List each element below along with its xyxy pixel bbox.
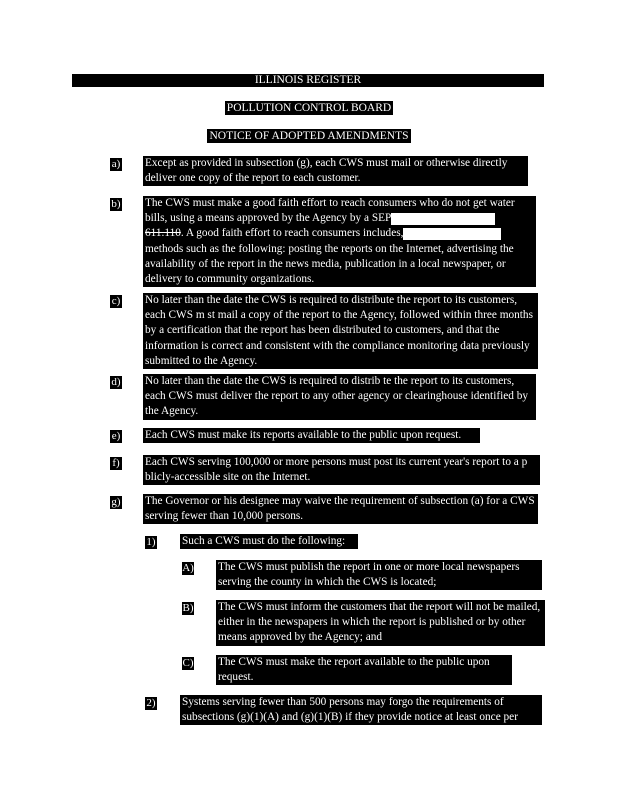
subitem-b-label: B) bbox=[182, 602, 194, 614]
subitem-c-label: C) bbox=[182, 657, 194, 669]
subitem-a-label: A) bbox=[182, 562, 194, 574]
paragraph-b-part4: methods such as the following: posting the reports on the Internet, advertising the availability of the report in the news media, publication in a local newspaper, or delivery to community organizations. bbox=[145, 242, 514, 286]
paragraph-g-text: The Governor or his designee may waive the requirement of subsection (a) for a CWS serving fewer than 10,000 persons. bbox=[143, 494, 538, 524]
paragraph-c-text: No later than the date the CWS is required to distribute the report to its customers, each CWS m st mail a copy of the report to the Agency, followed within three months by a certification that the report has been distributed to customers, and that the information is correct and consistent with the compliance monitoring data previously submitted to the Agency. bbox=[143, 293, 538, 369]
paragraph-e-text: Each CWS must make its reports available to the public upon request. bbox=[143, 428, 480, 443]
paragraph-f-label: f) bbox=[110, 457, 122, 470]
paragraph-b-part1: The CWS must make a good faith effort to reach consumers who do not get water bills, using a means approved by the Agency by a SEP bbox=[145, 197, 515, 225]
paragraph-c-label: c) bbox=[111, 295, 121, 307]
register-title: ILLINOIS REGISTER bbox=[254, 74, 362, 86]
paragraph-a-text: Except as provided in subsection (g), each CWS must mail or otherwise directly deliver one copy of the report to each customer. bbox=[143, 156, 528, 186]
paragraph-b-struck-ref: 611.110 bbox=[145, 227, 181, 240]
notice-title-row bbox=[0, 129, 618, 143]
paragraph-f-text: Each CWS serving 100,000 or more persons must post its current year's report to a p blicly-accessible site on the Internet. bbox=[143, 455, 540, 485]
subsection-2-label: 2) bbox=[146, 697, 156, 709]
paragraph-b-label: b) bbox=[111, 198, 121, 210]
redaction-gap bbox=[391, 213, 495, 225]
board-title-row bbox=[0, 101, 618, 115]
subitem-a-text: The CWS must publish the report in one or more local newspapers serving the county in which the CWS is located; bbox=[216, 560, 542, 590]
subsection-2-text: Systems serving fewer than 500 persons may forgo the requirements of subsections (g)(1)(A) and (g)(1)(B) if they provide notice at least once per bbox=[180, 695, 542, 725]
subsection-1-text: Such a CWS must do the following: bbox=[180, 534, 358, 549]
subitem-c-text: The CWS must make the report available to the public upon request. bbox=[216, 655, 512, 685]
notice-title: NOTICE OF ADOPTED AMENDMENTS bbox=[209, 130, 409, 142]
paragraph-d-text: No later than the date the CWS is required to distrib te the report to its customers, each CWS must deliver the report to any other agency or clearinghouse identified by the Agency. bbox=[143, 374, 536, 420]
redaction-gap bbox=[403, 228, 501, 240]
subsection-1-label: 1) bbox=[146, 536, 156, 548]
paragraph-g-label: g) bbox=[111, 496, 121, 508]
paragraph-b-part3: . A good faith effort to reach consumers includes, bbox=[180, 227, 404, 240]
paragraph-a-label: a) bbox=[111, 158, 121, 170]
paragraph-b-text bbox=[143, 196, 536, 287]
paragraph-e-label: e) bbox=[111, 430, 121, 442]
subitem-b-text: The CWS must inform the customers that the report will not be mailed, either in the newspapers in which the report is published or by other means approved by the Agency; and bbox=[216, 600, 545, 646]
board-title: POLLUTION CONTROL BOARD bbox=[226, 102, 392, 114]
register-header bbox=[72, 74, 544, 87]
paragraph-d-label: d) bbox=[111, 376, 121, 388]
